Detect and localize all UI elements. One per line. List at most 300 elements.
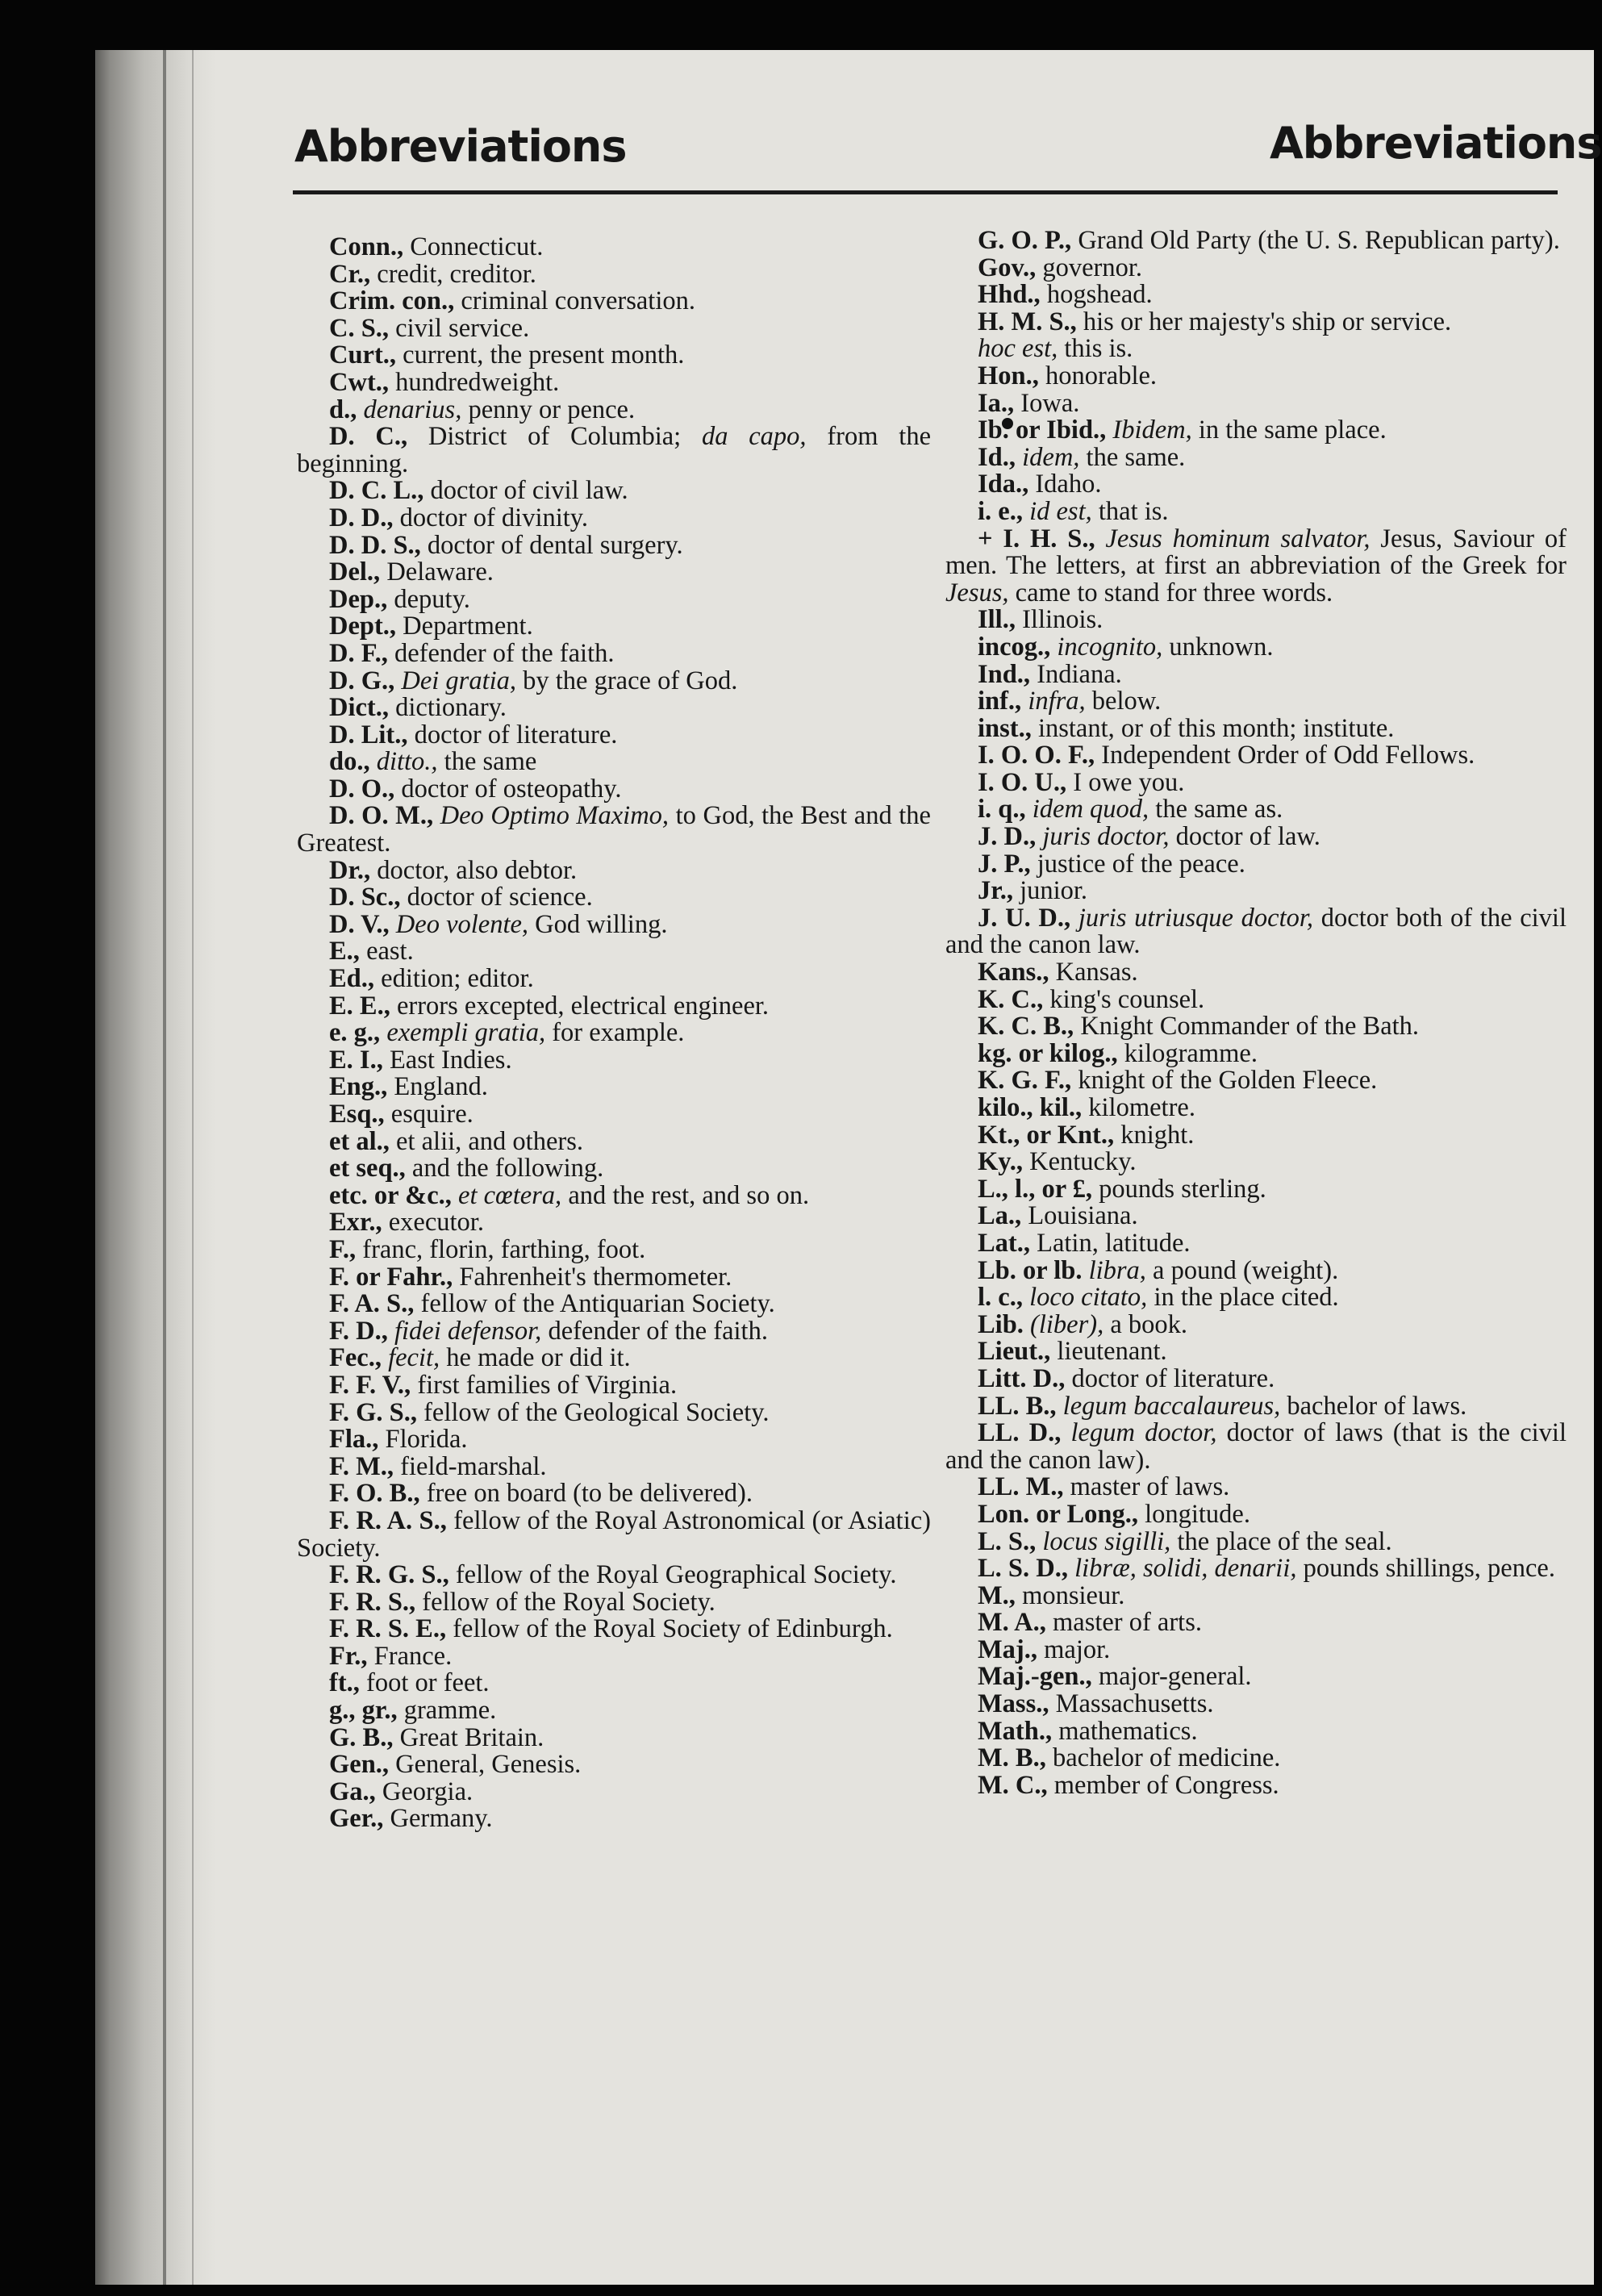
abbreviation-entry	[945, 1664, 1567, 1691]
latin-phrase: fidei defensor,	[387, 1316, 542, 1346]
abbreviation-entry	[297, 1047, 931, 1075]
definition-text: civil service.	[389, 313, 530, 343]
abbreviation-entry	[297, 424, 931, 478]
definition-text: Georgia.	[375, 1776, 474, 1806]
abbreviation-term: etc. or &c.,	[329, 1180, 452, 1210]
abbreviation-entry	[945, 1203, 1567, 1230]
abbreviation-term: Lb. or lb.	[978, 1255, 1083, 1285]
definition-text: king's counsel.	[1043, 984, 1205, 1014]
abbreviation-entry	[297, 1180, 931, 1210]
abbreviation-term: Id.,	[978, 442, 1016, 472]
abbreviation-term: Hhd.,	[978, 280, 1041, 310]
abbreviation-term: D. C. L.,	[329, 476, 424, 506]
abbreviation-entry	[297, 1426, 931, 1454]
abbreviation-term: F. G. S.,	[329, 1397, 417, 1427]
abbreviation-entry	[945, 228, 1567, 255]
abbreviation-term: I. O. U.,	[978, 767, 1067, 797]
abbreviation-term: d.,	[329, 394, 357, 424]
definition-text: doctor of osteopathy.	[394, 774, 622, 804]
abbreviation-entry	[297, 478, 931, 505]
abbreviation-entry	[297, 315, 931, 343]
definition-text: penny or pence.	[461, 394, 636, 424]
abbreviation-entry	[945, 1718, 1567, 1746]
abbreviation-entry	[297, 584, 931, 614]
abbreviation-entry	[297, 722, 931, 749]
abbreviation-entry	[297, 803, 931, 857]
definition-text: executor.	[382, 1208, 484, 1238]
abbreviation-entry	[945, 767, 1567, 797]
definition-text: deputy.	[387, 584, 470, 614]
abbreviation-term: D. C.,	[329, 422, 408, 452]
latin-phrase: Deo volente,	[389, 909, 529, 939]
abbreviation-entry	[945, 1122, 1567, 1150]
abbreviation-term: G. O. P.,	[978, 226, 1072, 255]
abbreviation-entry	[297, 855, 931, 885]
definition-text: pounds sterling.	[1092, 1174, 1266, 1204]
definition-text: edition; editor.	[374, 964, 534, 994]
running-head-left: Abbreviations	[294, 121, 627, 172]
abbreviation-entry	[945, 796, 1567, 824]
definition-text: dictionary.	[389, 693, 507, 723]
abbreviation-term: Conn.,	[329, 232, 404, 261]
abbreviation-term: Fla.,	[329, 1425, 379, 1455]
definition-text: esquire.	[384, 1100, 474, 1129]
definition-text: Germany.	[383, 1804, 493, 1834]
abbreviation-entry	[297, 1722, 931, 1752]
abbreviation-term: C. S.,	[329, 313, 390, 343]
abbreviation-entry	[297, 1372, 931, 1400]
abbreviation-entry	[945, 336, 1567, 363]
abbreviation-entry	[945, 1013, 1567, 1041]
abbreviation-term: F. A. S.,	[329, 1289, 415, 1319]
abbreviation-term: kg. or kilog.,	[978, 1038, 1118, 1068]
abbreviation-term: E. E.,	[329, 991, 390, 1021]
definition-text: et alii, and others.	[389, 1126, 583, 1156]
definition-text: I owe you.	[1066, 767, 1185, 797]
definition-text: master of arts.	[1045, 1608, 1202, 1638]
definition-text: doctor of divinity.	[393, 503, 589, 532]
abbreviation-term: J. U. D.,	[978, 903, 1071, 933]
definition-text: mathematics.	[1052, 1716, 1198, 1746]
definition-text: major.	[1037, 1634, 1111, 1664]
abbreviation-term: F. F. V.,	[329, 1370, 411, 1400]
definition-text: errors excepted, electrical engineer.	[390, 991, 770, 1021]
abbreviation-term: D. F.,	[329, 638, 388, 668]
definition-text: the same as.	[1149, 795, 1283, 824]
abbreviation-term: D. D.,	[329, 503, 394, 532]
definition-text: honorable.	[1038, 361, 1158, 390]
definition-text: junior.	[1012, 876, 1088, 906]
definition-text: Kansas.	[1049, 958, 1138, 987]
abbreviation-entry	[297, 1020, 931, 1047]
latin-phrase: locus sigilli,	[1036, 1526, 1171, 1556]
definition-text: first families of Virginia.	[411, 1370, 678, 1400]
abbreviation-entry	[945, 1284, 1567, 1312]
abbreviation-term: M. A.,	[978, 1608, 1046, 1638]
abbreviation-term: G. B.,	[329, 1722, 394, 1752]
definition-text: Fahrenheit's thermometer.	[453, 1262, 732, 1292]
definition-text: master of laws.	[1063, 1472, 1230, 1502]
definition-text: franc, florin, farthing, foot.	[356, 1234, 646, 1264]
abbreviation-entry	[297, 695, 931, 722]
abbreviation-term: F. O. B.,	[329, 1479, 420, 1509]
latin-phrase: Deo Optimo Maximo,	[433, 801, 670, 831]
abbreviation-term: Exr.,	[329, 1208, 382, 1238]
abbreviation-entry	[945, 851, 1567, 879]
latin-phrase: (liber),	[1023, 1309, 1104, 1339]
definition-text: Florida.	[378, 1425, 468, 1455]
abbreviation-term: Ia.,	[978, 388, 1015, 418]
abbreviation-term: LL. B.,	[978, 1391, 1057, 1421]
abbreviation-entry	[945, 1772, 1567, 1800]
abbreviation-entry	[297, 505, 931, 532]
abbreviation-entry	[945, 1526, 1567, 1556]
abbreviation-term: Curt.,	[329, 340, 397, 370]
abbreviation-term: Ida.,	[978, 470, 1029, 499]
abbreviation-entry	[945, 634, 1567, 662]
abbreviation-term: F. R. A. S.,	[329, 1505, 447, 1535]
abbreviation-term: g., gr.,	[329, 1696, 398, 1726]
latin-phrase: et cœtera,	[451, 1180, 562, 1210]
abbreviation-entry	[945, 526, 1567, 607]
abbreviation-entry	[945, 1338, 1567, 1366]
right-column	[945, 228, 1567, 1799]
running-head-right: Abbreviations	[1270, 118, 1602, 169]
abbreviation-entry	[297, 1776, 931, 1806]
definition-text: defender of the faith.	[387, 638, 615, 668]
definition-text: gramme.	[397, 1696, 497, 1726]
abbreviation-entry	[945, 417, 1567, 445]
abbreviation-entry	[945, 1230, 1567, 1258]
latin-phrase: juris doctor,	[1036, 822, 1170, 852]
abbreviation-entry	[297, 749, 931, 776]
definition-text: governor.	[1036, 253, 1143, 282]
definition-text: doctor, also debtor.	[370, 855, 578, 885]
abbreviation-entry	[945, 1555, 1567, 1583]
abbreviation-term: D. Lit.,	[329, 720, 408, 749]
abbreviation-entry	[297, 1209, 931, 1237]
abbreviation-entry	[297, 394, 931, 424]
definition-text: pounds shillings, pence.	[1296, 1554, 1555, 1584]
abbreviation-entry	[297, 234, 931, 261]
abbreviation-term: F. R. G. S.,	[329, 1560, 449, 1590]
abbreviation-entry	[297, 1264, 931, 1292]
definition-text: Grand Old Party (the U. S. Republican party).	[1071, 226, 1560, 255]
abbreviation-term: Mass.,	[978, 1689, 1049, 1719]
abbreviation-entry	[297, 638, 931, 668]
abbreviation-term: D. D. S.,	[329, 530, 421, 560]
abbreviation-term: E.,	[329, 937, 360, 966]
abbreviation-term: i. e.,	[978, 496, 1023, 526]
abbreviation-entry	[945, 1634, 1567, 1664]
definition-text: doctor of law.	[1169, 822, 1320, 852]
latin-phrase: libræ, solidi, denarii,	[1067, 1554, 1297, 1584]
definition-text: doctor of literature.	[1065, 1363, 1275, 1393]
definition-text: East Indies.	[382, 1045, 512, 1075]
definition-text: for example.	[545, 1018, 685, 1048]
abbreviation-entry	[297, 1397, 931, 1427]
definition-text: knight.	[1114, 1120, 1195, 1150]
abbreviation-term: LL. D.,	[978, 1418, 1062, 1448]
latin-phrase: Jesus,	[945, 578, 1009, 607]
abbreviation-term: Ind.,	[978, 659, 1031, 689]
definition-text: free on board (to be delivered).	[419, 1479, 753, 1509]
abbreviation-term: Lib.	[978, 1309, 1024, 1339]
definition-text: the place of the seal.	[1170, 1526, 1392, 1556]
latin-phrase: id est,	[1022, 496, 1092, 526]
abbreviation-entry	[297, 532, 931, 560]
latin-phrase: infra,	[1021, 687, 1086, 716]
definition-text: by the grace of God.	[516, 666, 738, 695]
abbreviation-term: Gen.,	[329, 1750, 390, 1780]
definition-text: bachelor of laws.	[1280, 1391, 1467, 1421]
abbreviation-term: F. R. S. E.,	[329, 1614, 447, 1644]
definition-text: Iowa.	[1014, 388, 1080, 418]
abbreviation-entry	[297, 1670, 931, 1697]
definition-text: fellow of the Royal Astronomical (or Asiatic) Society.	[297, 1505, 931, 1563]
abbreviation-term: Dict.,	[329, 693, 389, 723]
abbreviation-term: Ib. or Ibid.,	[978, 415, 1107, 445]
abbreviation-term: Maj.-gen.,	[978, 1662, 1092, 1692]
latin-phrase: da capo,	[681, 422, 807, 452]
abbreviation-entry	[945, 390, 1567, 418]
definition-text: and the following.	[405, 1154, 604, 1183]
abbreviation-term: Math.,	[978, 1716, 1053, 1746]
abbreviation-entry	[945, 1176, 1567, 1204]
definition-text: this is.	[1058, 334, 1133, 364]
definition-text: doctor of science.	[400, 883, 593, 912]
abbreviation-term: J. D.,	[978, 822, 1037, 852]
abbreviation-term: F.,	[329, 1234, 357, 1264]
abbreviation-term: Cr.,	[329, 259, 371, 289]
definition-text: his or her majesty's ship or service.	[1076, 307, 1452, 336]
definition-text: fellow of the Antiquarian Society.	[414, 1289, 775, 1319]
abbreviation-entry	[297, 369, 931, 397]
abbreviation-term: K. C. B.,	[978, 1012, 1074, 1042]
abbreviation-entry	[945, 1095, 1567, 1122]
abbreviation-term: D. O.,	[329, 774, 395, 804]
abbreviation-term: La.,	[978, 1201, 1022, 1231]
definition-text: longitude.	[1137, 1499, 1250, 1529]
abbreviation-term: Kans.,	[978, 958, 1049, 987]
definition-text: unknown.	[1162, 632, 1274, 662]
abbreviation-term: i. q.,	[978, 795, 1026, 824]
definition-text: criminal conversation.	[454, 286, 695, 316]
definition-text: current, the present month.	[396, 340, 685, 370]
abbreviation-term: J. P.,	[978, 849, 1031, 879]
latin-phrase: ditto.,	[369, 747, 438, 777]
abbreviation-entry	[297, 1505, 931, 1563]
definition-text: lieutenant.	[1050, 1337, 1167, 1367]
left-column	[297, 234, 931, 1833]
abbreviation-term: K. G. F.,	[978, 1066, 1072, 1096]
abbreviation-term: E. I.,	[329, 1045, 383, 1075]
definition-text: fellow of the Geological Society.	[416, 1397, 770, 1427]
abbreviation-entry	[945, 1420, 1567, 1474]
latin-phrase: juris utriusque doctor,	[1070, 903, 1314, 933]
abbreviation-term: Fec.,	[329, 1343, 382, 1373]
abbreviation-term: Ed.,	[329, 964, 375, 994]
abbreviation-entry	[945, 1691, 1567, 1718]
abbreviation-term: Ga.,	[329, 1776, 376, 1806]
abbreviation-entry	[945, 1580, 1567, 1610]
abbreviation-term: Maj.,	[978, 1634, 1037, 1664]
abbreviation-term: incog.,	[978, 632, 1051, 662]
abbreviation-term: D. O. M.,	[329, 801, 434, 831]
abbreviation-entry	[945, 496, 1567, 526]
definition-text: a pound (weight).	[1145, 1255, 1339, 1285]
page-fold-line	[163, 50, 166, 2285]
abbreviation-term: Dept.,	[329, 612, 397, 641]
abbreviation-term: M. C.,	[978, 1770, 1048, 1800]
abbreviation-term: Lieut.,	[978, 1337, 1051, 1367]
abbreviation-entry	[945, 984, 1567, 1014]
abbreviation-entry	[945, 1149, 1567, 1176]
abbreviation-entry	[297, 1616, 931, 1643]
abbreviation-term: Jr.,	[978, 876, 1013, 906]
abbreviation-term: do.,	[329, 747, 370, 777]
abbreviation-term: M. B.,	[978, 1743, 1046, 1773]
definition-text: hogshead.	[1040, 280, 1153, 310]
definition-text: and the rest, and so on.	[561, 1180, 810, 1210]
abbreviation-term: Kt., or Knt.,	[978, 1120, 1115, 1150]
abbreviation-term: Dr.,	[329, 855, 371, 885]
abbreviation-entry	[945, 282, 1567, 309]
abbreviation-entry	[945, 824, 1567, 851]
abbreviation-entry	[945, 1309, 1567, 1339]
abbreviation-entry	[945, 442, 1567, 472]
definition-text: he made or did it.	[440, 1343, 631, 1373]
abbreviation-entry	[297, 261, 931, 289]
abbreviation-entry	[945, 363, 1567, 390]
definition-text: England.	[387, 1072, 488, 1102]
definition-text: Knight Commander of the Bath.	[1074, 1012, 1420, 1042]
definition-text: came to stand for three words.	[1008, 578, 1333, 607]
abbreviation-entry	[297, 1697, 931, 1725]
abbreviation-entry	[297, 1234, 931, 1264]
abbreviation-entry	[945, 1609, 1567, 1637]
abbreviation-term: Lon. or Long.,	[978, 1499, 1138, 1529]
latin-phrase: denarius,	[357, 394, 462, 424]
definition-text: defender of the faith.	[541, 1316, 768, 1346]
abbreviation-entry	[297, 1101, 931, 1129]
abbreviation-term: L. S. D.,	[978, 1554, 1068, 1584]
definition-text: field-marshal.	[394, 1451, 547, 1481]
abbreviation-entry	[297, 342, 931, 369]
latin-phrase: fecit,	[381, 1343, 440, 1373]
definition-text: God willing.	[528, 909, 668, 939]
abbreviation-entry	[945, 1393, 1567, 1421]
abbreviation-entry	[297, 993, 931, 1021]
definition-text: in the place cited.	[1147, 1283, 1339, 1313]
latin-phrase: incognito,	[1050, 632, 1163, 662]
abbreviation-term: D. G.,	[329, 666, 395, 695]
definition-text: below.	[1085, 687, 1162, 716]
abbreviation-term: Del.,	[329, 557, 381, 587]
definition-text: Jesus, Saviour of men. The letters, at first an abbreviation of the Greek for	[945, 524, 1567, 581]
abbreviation-term: kilo., kil.,	[978, 1093, 1083, 1122]
abbreviation-term: L., l., or £,	[978, 1174, 1093, 1204]
abbreviation-entry	[297, 1805, 931, 1833]
definition-text: the same	[437, 747, 537, 777]
abbreviation-entry	[297, 884, 931, 912]
latin-phrase: Jesus hominum salvator,	[1095, 524, 1370, 553]
definition-text: kilometre.	[1082, 1093, 1195, 1122]
definition-text: major-general.	[1091, 1662, 1252, 1692]
abbreviation-entry	[945, 255, 1567, 282]
definition-text: the same.	[1079, 442, 1186, 472]
latin-phrase: idem quod,	[1025, 795, 1149, 824]
abbreviation-term: H. M. S.,	[978, 307, 1077, 336]
abbreviation-entry	[945, 1038, 1567, 1068]
definition-text: France.	[367, 1641, 453, 1671]
definition-text: credit, creditor.	[370, 259, 536, 289]
definition-text: doctor of civil law.	[423, 476, 628, 506]
definition-text: bachelor of medicine.	[1045, 1743, 1281, 1773]
definition-text: monsieur.	[1015, 1580, 1125, 1610]
definition-text: a book.	[1103, 1309, 1188, 1339]
abbreviation-term: Fr.,	[329, 1641, 368, 1671]
latin-phrase: legum baccalaureus,	[1056, 1391, 1281, 1421]
abbreviation-term: et al.,	[329, 1126, 390, 1156]
abbreviation-entry	[297, 1589, 931, 1617]
abbreviation-term: inst.,	[978, 713, 1032, 743]
definition-text: Latin, latitude.	[1030, 1228, 1191, 1258]
abbreviation-entry	[297, 1074, 931, 1101]
abbreviation-entry	[945, 905, 1567, 959]
abbreviation-entry	[297, 966, 931, 993]
abbreviation-term: Ky.,	[978, 1147, 1023, 1177]
abbreviation-term: et seq.,	[329, 1154, 406, 1183]
abbreviation-term: Ger.,	[329, 1804, 384, 1834]
abbreviation-entry	[945, 607, 1567, 634]
definition-text: Indiana.	[1030, 659, 1122, 689]
abbreviation-entry	[297, 613, 931, 641]
abbreviation-term: L. S.,	[978, 1526, 1037, 1556]
abbreviation-term: inf.,	[978, 687, 1022, 716]
definition-text: hundredweight.	[389, 367, 560, 397]
definition-text: east.	[359, 937, 414, 966]
abbreviation-entry	[297, 1155, 931, 1183]
definition-text: Illinois.	[1015, 605, 1103, 635]
definition-text: fellow of the Royal Society.	[415, 1587, 715, 1617]
definition-text: doctor both of the civil and the canon law.	[945, 903, 1567, 960]
definition-text: member of Congress.	[1047, 1770, 1279, 1800]
abbreviation-entry	[945, 1501, 1567, 1529]
abbreviation-entry	[297, 1480, 931, 1508]
latin-phrase: libra,	[1082, 1255, 1146, 1285]
definition-text: Louisiana.	[1021, 1201, 1138, 1231]
definition-text: knight of the Golden Fleece.	[1071, 1066, 1378, 1096]
abbreviation-entry	[945, 742, 1567, 770]
abbreviation-term: D. Sc.,	[329, 883, 401, 912]
abbreviation-entry	[297, 1318, 931, 1346]
definition-text: from the beginning.	[297, 422, 931, 478]
abbreviation-term: Ill.,	[978, 605, 1016, 635]
abbreviation-entry	[297, 1451, 931, 1481]
abbreviation-entry	[297, 1643, 931, 1671]
abbreviation-term: Crim. con.,	[329, 286, 455, 316]
abbreviation-term: K. C.,	[978, 984, 1044, 1014]
abbreviation-entry	[297, 1126, 931, 1156]
definition-text: fellow of the Royal Geographical Society.	[448, 1560, 897, 1590]
definition-text: Delaware.	[380, 557, 494, 587]
abbreviation-entry	[297, 1345, 931, 1372]
abbreviation-entry	[945, 713, 1567, 743]
definition-text: Connecticut.	[403, 232, 544, 261]
abbreviation-entry	[297, 938, 931, 966]
definition-text: justice of the peace.	[1030, 849, 1245, 879]
